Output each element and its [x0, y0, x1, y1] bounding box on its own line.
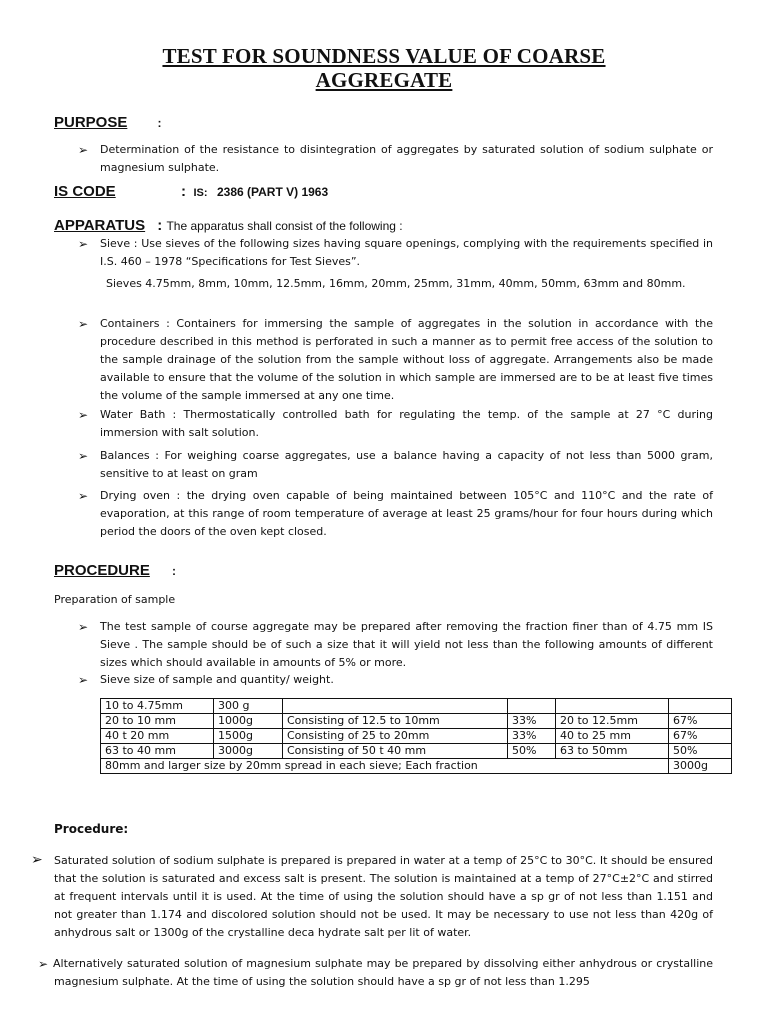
is-code-heading-text: IS CODE	[54, 183, 116, 200]
table-cell: 33%	[508, 714, 556, 729]
procedure-heading-text: PROCEDURE	[54, 562, 150, 579]
table-cell: 80mm and larger size by 20mm spread in each sieve; Each fraction	[101, 759, 669, 774]
purpose-colon: :	[157, 116, 162, 130]
table-cell: 10 to 4.75mm	[101, 699, 214, 714]
table-cell: 63 to 40 mm	[101, 744, 214, 759]
apparatus-water-bath-text: Water Bath : Thermostatically controlled bath for regulating the temp. of the sample at 27 °C during immersion with salt solution.	[100, 408, 713, 439]
table-cell: 50%	[508, 744, 556, 759]
purpose-text: Determination of the resistance to disintegration of aggregates by saturated solution of sodium sulphate or magnesium sulphate.	[100, 143, 713, 174]
bullet-icon: ➢	[78, 237, 89, 251]
procedure-heading	[54, 562, 176, 579]
table-cell: 300 g	[214, 699, 283, 714]
apparatus-heading	[54, 217, 403, 234]
table-row	[101, 729, 732, 744]
table-cell: 63 to 50mm	[556, 744, 669, 759]
bullet-icon: ➢	[78, 317, 89, 331]
apparatus-oven-text: Drying oven : the drying oven capable of being maintained between 105°C and 110°C and the rate of evaporation, at this range of room temperature of average at least 25 grams/hour for four hours during which period the doors of the oven kept closed.	[100, 489, 713, 538]
bullet-icon: ➢	[78, 449, 89, 463]
table-cell: 3000g	[214, 744, 283, 759]
table-cell: 1000g	[214, 714, 283, 729]
bullet-icon: ➢	[38, 957, 49, 971]
is-code-prefix: IS:	[193, 187, 208, 199]
table-cell: 33%	[508, 729, 556, 744]
apparatus-colon: :	[157, 217, 163, 234]
bullet-icon: ➢	[31, 853, 43, 868]
apparatus-balances-text: Balances : For weighing coarse aggregates, use a balance having a capacity of not less than 5000 gram, sensitive to at least on gram	[100, 449, 713, 480]
table-row	[101, 759, 732, 774]
bullet-icon: ➢	[78, 489, 89, 503]
procedure-paragraph-1: Saturated solution of sodium sulphate is prepared is prepared in water at a temp of 25°C to 30°C. It should be ensured that the solution is saturated and excess salt is present. The solution is maintained at a temp of 27°C±2°C and stirred at frequent intervals until it is used. At the time of using the solution should have a sp gr of not less than 1.151 and not greater than 1.174 and discolored solution should not be used. It may be necessary to use not less than 420g of anhydrous salt or 1300g of the crystalline deca hydrate salt per lit of water.	[54, 854, 713, 939]
table-cell	[283, 699, 508, 714]
purpose-heading-text: PURPOSE	[54, 114, 128, 131]
is-code-value: 2386 (PART V) 1963	[216, 185, 329, 199]
table-cell	[556, 699, 669, 714]
purpose-heading	[54, 114, 162, 131]
bullet-icon: ➢	[78, 143, 89, 157]
table-cell: 20 to 10 mm	[101, 714, 214, 729]
procedure-sample-text: The test sample of course aggregate may be prepared after removing the fraction finer than of 4.75 mm IS Sieve . The sample should be of such a size that it will yield not less than the following amounts of different sizes which should available in amounts of 5% or more.	[100, 620, 713, 669]
table-row	[101, 744, 732, 759]
table-cell: 1500g	[214, 729, 283, 744]
table-cell: 3000g	[669, 759, 732, 774]
table-cell: 67%	[669, 729, 732, 744]
apparatus-heading-text: APPARATUS	[54, 217, 146, 234]
is-code-heading	[54, 183, 116, 200]
preparation-of-sample: Preparation of sample	[54, 593, 176, 606]
table-cell: Consisting of 50 t 40 mm	[283, 744, 508, 759]
procedure-colon: :	[172, 564, 177, 578]
procedure-subheading: Procedure:	[54, 822, 129, 836]
is-code-colon: :	[181, 183, 186, 200]
apparatus-intro: The apparatus shall consist of the following :	[166, 219, 403, 233]
table-cell: Consisting of 25 to 20mm	[283, 729, 508, 744]
bullet-icon: ➢	[78, 408, 89, 422]
procedure-paragraph-2: Alternatively saturated solution of magnesium sulphate may be prepared by dissolving either anhydrous or crystalline magnesium sulphate. At the time of using the solution should have a sp gr of not less than 1.295	[53, 957, 713, 988]
procedure-sieve-size-text: Sieve size of sample and quantity/ weight.	[100, 673, 334, 686]
title-line-2: AGGREGATE	[315, 68, 453, 92]
title-line-1: TEST FOR SOUNDNESS VALUE OF COARSE	[162, 44, 606, 68]
table-cell: 40 t 20 mm	[101, 729, 214, 744]
bullet-icon: ➢	[78, 620, 89, 634]
table-row	[101, 714, 732, 729]
table-cell: Consisting of 12.5 to 10mm	[283, 714, 508, 729]
table-row	[101, 699, 732, 714]
sample-size-table	[100, 698, 732, 774]
apparatus-sieve-sizes: Sieves 4.75mm, 8mm, 10mm, 12.5mm, 16mm, 20mm, 25mm, 31mm, 40mm, 50mm, 63mm and 80mm.	[106, 277, 686, 290]
apparatus-sieve-text: Sieve : Use sieves of the following sizes having square openings, complying with the requirements specified in I.S. 460 – 1978 “Specifications for Test Sieves”.	[100, 237, 713, 268]
bullet-icon: ➢	[78, 673, 89, 687]
table-cell: 40 to 25 mm	[556, 729, 669, 744]
apparatus-containers-text: Containers : Containers for immersing the sample of aggregates in the solution in accordance with the procedure described in this method is perforated in such a manner as to permit free access of the solution to the sample drainage of the solution from the sample without loss of aggregate. Arrangements also be made available to ensure that the volume of the solution in which sample are immersed are to be at least five times the volume of the sample immersed at any one time.	[100, 317, 713, 402]
is-code-value-line	[181, 183, 328, 201]
table-cell: 20 to 12.5mm	[556, 714, 669, 729]
table-cell: 50%	[669, 744, 732, 759]
page-title	[0, 44, 768, 92]
table-cell	[508, 699, 556, 714]
table-cell: 67%	[669, 714, 732, 729]
table-cell	[669, 699, 732, 714]
